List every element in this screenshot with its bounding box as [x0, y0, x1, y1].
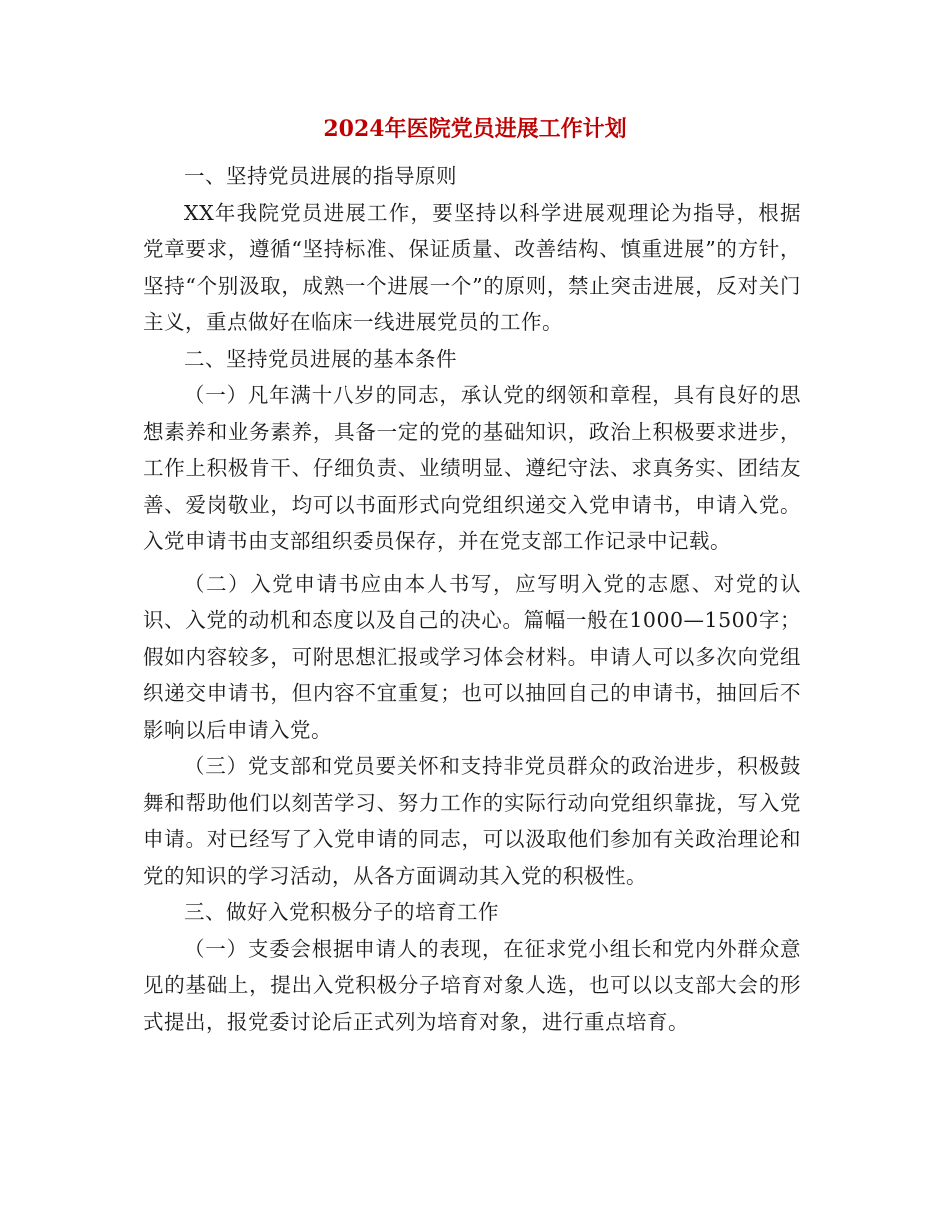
paragraph-condition-2: （二）入党申请书应由本人书写，应写明入党的志愿、对党的认识、入党的动机和态度以及自己的决心。篇幅一般在1000—1500字；假如内容较多，可附思想汇报或学习体会材料。申请人可以多次向党组织递交申请书，但内容不宜重复；也可以抽回自己的申请书，抽回后不影响以后申请入党。 [143, 571, 801, 742]
paragraph-principles: XX年我院党员进展工作，要坚持以科学进展观理论为指导，根据党章要求，遵循“坚持标准、保证质量、改善结构、慎重进展”的方针，坚持“个别汲取，成熟一个进展一个”的原则，禁止突击进展，反对关门主义，重点做好在临床一线进展党员的工作。 [143, 200, 801, 334]
paragraph-condition-1: （一）凡年满十八岁的同志，承认党的纲领和章程，具有良好的思想素养和业务素养，具备一定的党的基础知识，政治上积极要求进步，工作上积极肯干、仔细负责、业绩明显、遵纪守法、求真务实、团结友善、爱岗敬业，均可以书面形式向党组织递交入党申请书，申请入党。入党申请书由支部组织委员保存，并在党支部工作记录中记载。 [143, 383, 801, 553]
section-heading-3: 三、做好入党积极分子的培育工作 [184, 900, 499, 924]
document-title: 2024年医院党员进展工作计划 [323, 116, 627, 142]
paragraph-condition-3: （三）党支部和党员要关怀和支持非党员群众的政治进步，积极鼓舞和帮助他们以刻苦学习、努力工作的实际行动向党组织靠拢，写入党申请。对已经写了入党申请的同志，可以汲取他们参加有关政治理论和党的知识的学习活动，从各方面调动其入党的积极性。 [143, 754, 801, 888]
paragraph-activist-1: （一）支委会根据申请人的表现，在征求党小组长和党内外群众意见的基础上，提出入党积极分子培育对象人选，也可以以支部大会的形式提出，报党委讨论后正式列为培育对象，进行重点培育。 [143, 936, 801, 1034]
document-body [143, 158, 801, 1040]
section-heading-2: 二、坚持党员进展的基本条件 [184, 346, 457, 371]
section-heading-1: 一、坚持党员进展的指导原则 [184, 164, 457, 188]
